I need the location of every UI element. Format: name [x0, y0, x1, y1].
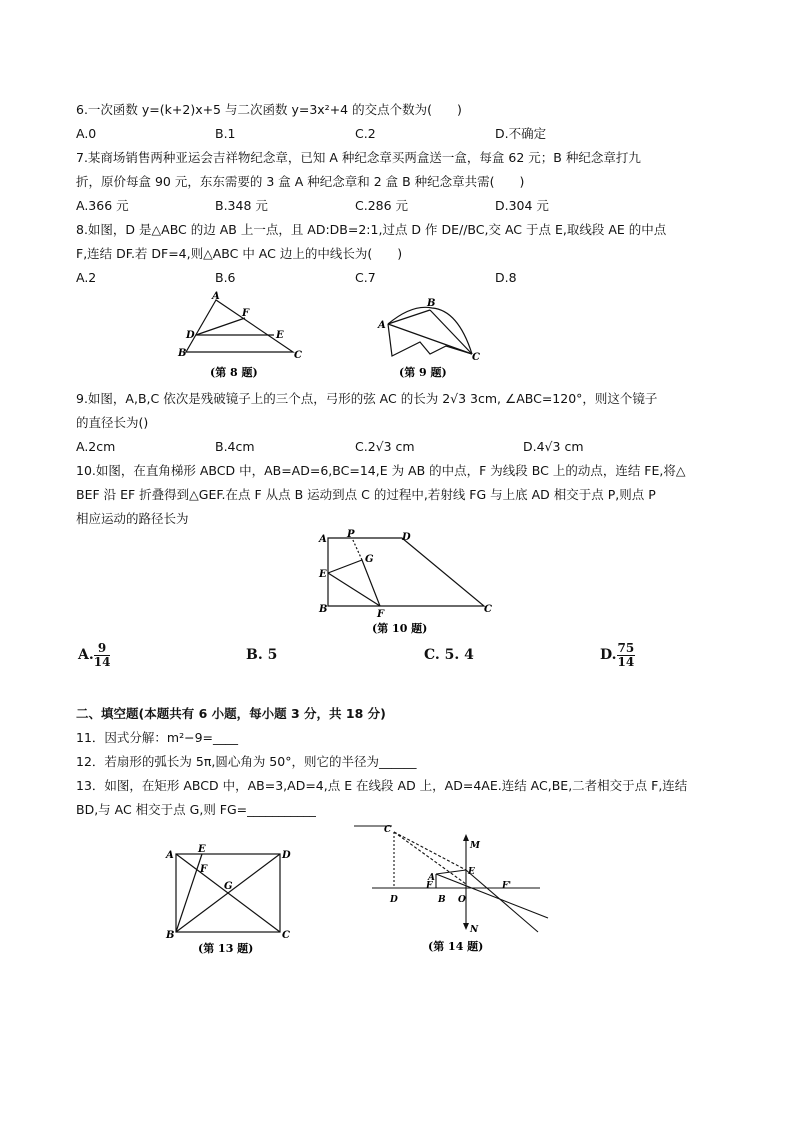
fig8-label-c: C [294, 350, 302, 361]
q8-option-b[interactable]: B.6 [215, 270, 236, 285]
q9-stem-line2: 的直径长为() [76, 415, 149, 430]
figure-q13 [160, 842, 300, 960]
q10-option-a-label: A. [78, 647, 94, 663]
q9-stem-suffix: 3cm, ∠ABC=120°，则这个镜子 [466, 391, 658, 406]
q11-stem: 11．因式分解：m²−9=____ [76, 730, 238, 745]
q6-option-b[interactable]: B.1 [215, 126, 236, 141]
q13-stem-line2: BD,与 AC 相交于点 G,则 FG=___________ [76, 802, 316, 817]
q8-option-c[interactable]: C.7 [355, 270, 376, 285]
q10-option-d-label: D. [600, 647, 617, 663]
q8-option-a[interactable]: A.2 [76, 270, 97, 285]
fig14-label-a: A [428, 873, 435, 883]
q9-option-c[interactable]: C.2√3 cm [355, 439, 415, 454]
fig8-label-a: A [212, 291, 220, 302]
figure-q9 [372, 296, 492, 386]
q13-stem-line1: 13．如图，在矩形 ABCD 中，AB=3,AD=4,点 E 在线段 AD 上，AD=4AE.连结 AC,BE,二者相交于点 F,连结 [76, 778, 688, 793]
fig8-label-d: D [186, 330, 195, 341]
figure-q14 [352, 822, 562, 956]
q12-stem: 12．若扇形的弧长为 5π,圆心角为 50°，则它的半径为______ [76, 754, 417, 769]
q10-option-a-numerator: 9 [94, 642, 111, 656]
fig8-caption: (第 8 题) [210, 366, 258, 379]
q7-stem-line2: 折，原价每盒 90 元，东东需要的 3 盒 A 种纪念章和 2 盒 B 种纪念章共需( ) [76, 174, 525, 189]
fig8-label-e: E [276, 330, 284, 341]
fig14-label-o: O [458, 895, 466, 905]
q10-stem-line2: BEF 沿 EF 折叠得到△GEF.在点 F 从点 B 运动到点 C 的过程中,若射线 FG 与上底 AD 相交于点 P,则点 P [76, 487, 656, 502]
fig14-label-e: E [468, 867, 475, 877]
fig13-label-f: F [200, 864, 208, 875]
fig9-label-a: A [378, 320, 386, 331]
q9-stem-prefix: 9.如图，A,B,C 依次是残破镜子上的三个点，弓形的弦 AC 的长为 [76, 391, 443, 406]
section2-heading: 二、填空题(本题共有 6 小题，每小题 3 分，共 18 分) [76, 706, 386, 721]
fig14-label-c: C [384, 825, 392, 835]
q8-stem-line2: F,连结 DF.若 DF=4,则△ABC 中 AC 边上的中线长为( ) [76, 246, 403, 261]
fig9-caption: (第 9 题) [399, 366, 447, 379]
fig8-label-f: F [242, 308, 250, 319]
q10-option-a-denominator: 14 [93, 655, 111, 669]
q7-option-a[interactable]: A.366 元 [76, 198, 129, 213]
fig14-label-b: B [438, 895, 446, 905]
fig10-caption: (第 10 题) [372, 622, 428, 635]
fig10-label-p: P [347, 529, 355, 540]
q10-option-d[interactable] [600, 640, 635, 670]
fig13-label-d: D [282, 850, 291, 861]
figure-q8 [170, 290, 310, 390]
q6-option-c[interactable]: C.2 [355, 126, 376, 141]
fig14-label-f-prime: F' [502, 881, 512, 891]
q6-option-a[interactable]: A.0 [76, 126, 97, 141]
fig8-label-b: B [178, 348, 187, 359]
q10-option-b[interactable]: B. 5 [246, 647, 278, 663]
fig14-label-d: D [390, 895, 398, 905]
q7-option-b[interactable]: B.348 元 [215, 198, 268, 213]
fig13-label-c: C [282, 930, 290, 941]
q10-option-a-fraction [94, 642, 111, 669]
fig10-label-e: E [319, 569, 327, 580]
q7-stem-line1: 7.某商场销售两种亚运会吉祥物纪念章，已知 A 种纪念章买两盒送一盒，每盒 62 元；B 种纪念章打九 [76, 150, 641, 165]
fig13-label-a: A [166, 850, 174, 861]
fig10-label-g: G [365, 554, 374, 565]
fig9-label-c: C [472, 352, 480, 363]
q8-stem-line1: 8.如图，D 是△ABC 的边 AB 上一点，且 AD:DB=2:1,过点 D 作 DE//BC,交 AC 于点 E,取线段 AE 的中点 [76, 222, 667, 237]
q7-option-c[interactable]: C.286 元 [355, 198, 409, 213]
fig14-label-m: M [470, 841, 480, 851]
q9-option-d[interactable]: D.4√3 cm [523, 439, 584, 454]
fig10-label-a: A [319, 534, 327, 545]
fig13-label-e: E [198, 844, 206, 855]
q8-option-d[interactable]: D.8 [495, 270, 517, 285]
fig14-label-f: F [426, 881, 433, 891]
q10-stem-line3: 相应运动的路径长为 [76, 511, 189, 526]
fig14-caption: (第 14 题) [428, 940, 484, 953]
q9-option-a[interactable]: A.2cm [76, 439, 116, 454]
q6-option-d[interactable]: D.不确定 [495, 126, 547, 141]
q10-stem-line1: 10.如图，在直角梯形 ABCD 中，AB=AD=6,BC=14,E 为 AB 的中点，F 为线段 BC 上的动点，连结 FE,将△ [76, 463, 686, 478]
fig10-label-d: D [402, 532, 411, 543]
fig14-label-n: N [470, 925, 479, 935]
fig13-label-b: B [166, 930, 175, 941]
q9-option-b[interactable]: B.4cm [215, 439, 255, 454]
q9-stem-root: 2√3 [442, 391, 467, 406]
q10-option-d-fraction [617, 642, 636, 669]
q7-option-d[interactable]: D.304 元 [495, 198, 549, 213]
fig13-label-g: G [224, 881, 233, 892]
fig13-caption: (第 13 题) [198, 942, 254, 955]
fig10-label-b: B [319, 604, 328, 615]
fig10-label-f: F [377, 609, 385, 620]
fig10-label-c: C [484, 604, 492, 615]
q10-option-d-numerator: 75 [617, 641, 635, 655]
q10-option-c[interactable]: C. 5. 4 [424, 647, 474, 663]
q9-stem-line1 [76, 390, 657, 408]
q6-stem: 6.一次函数 y=(k+2)x+5 与二次函数 y=3x²+4 的交点个数为( ) [76, 102, 462, 117]
figure-q10 [314, 528, 504, 640]
q10-option-a[interactable] [78, 640, 110, 670]
fig9-label-b: B [427, 298, 436, 309]
q10-option-d-denominator: 14 [617, 655, 635, 669]
